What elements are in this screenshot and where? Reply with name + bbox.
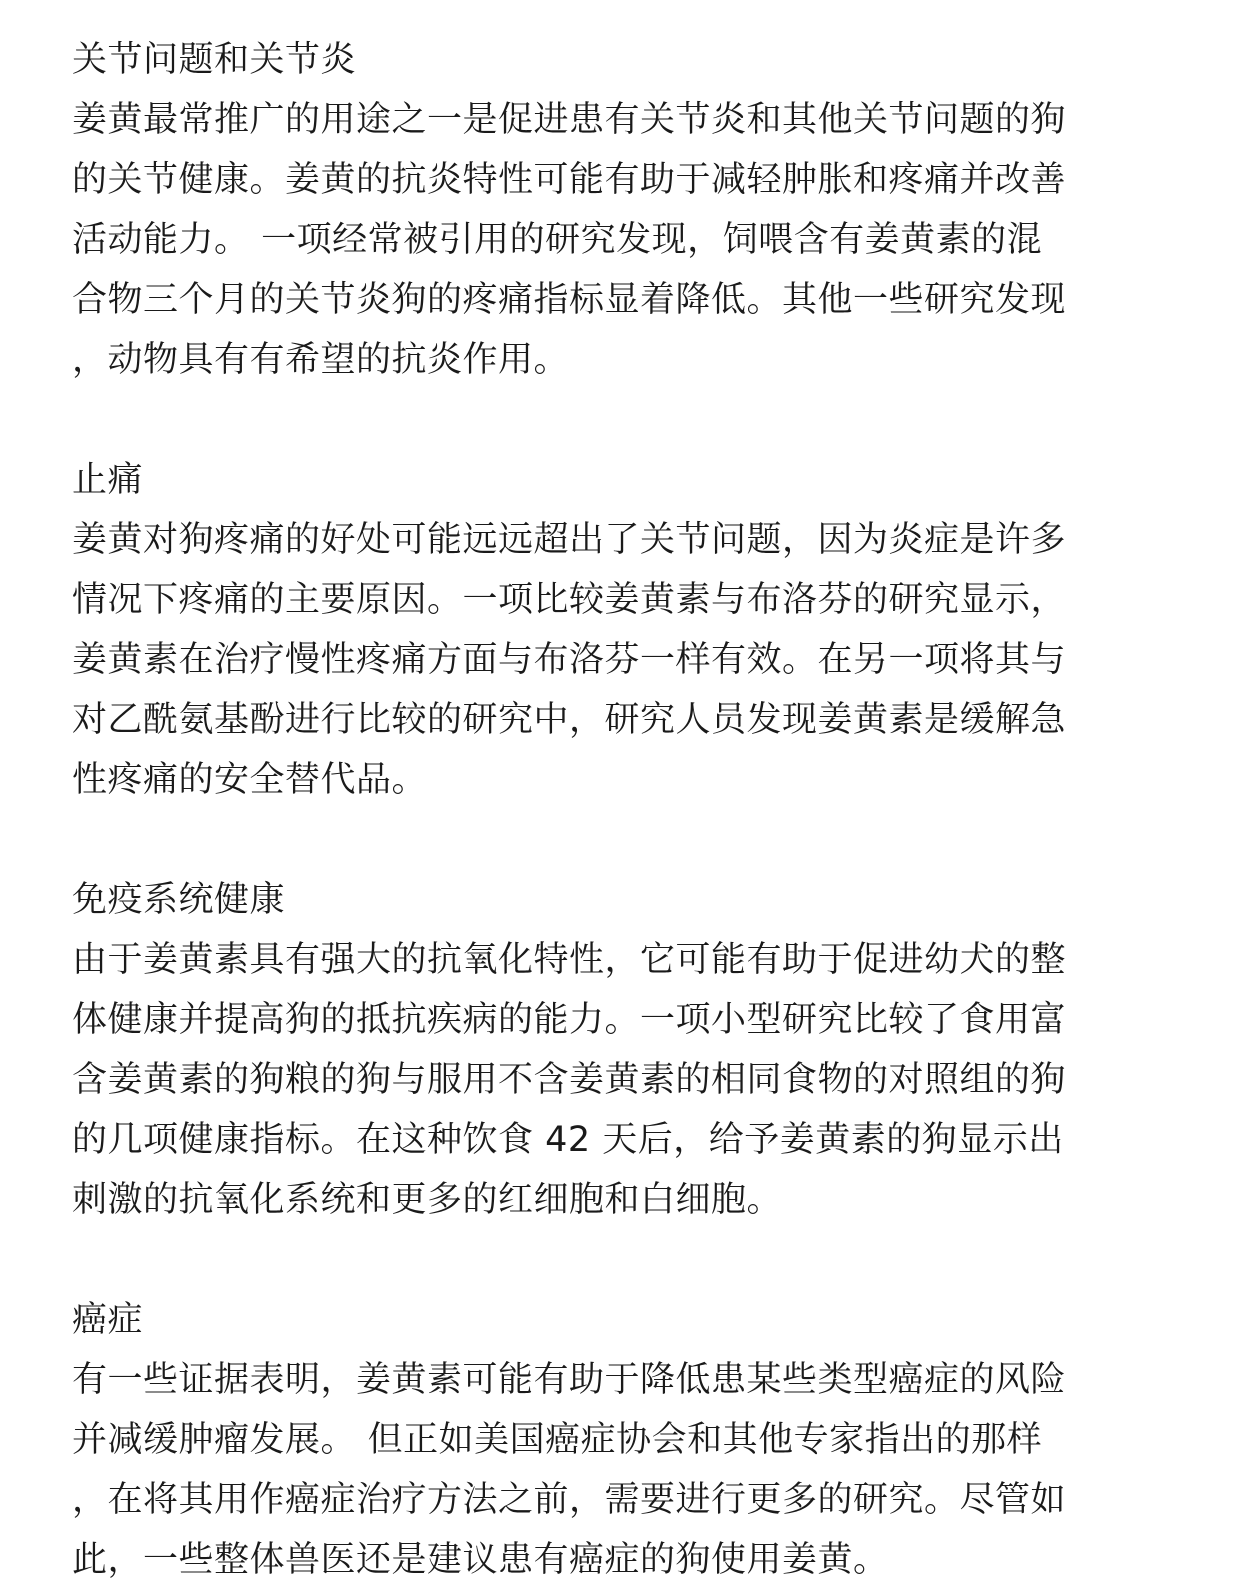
text-line: 含姜黄素的狗粮的狗与服用不含姜黄素的相同食物的对照组的狗 <box>72 1060 1067 1100</box>
text-line: 刺激的抗氧化系统和更多的红细胞和白细胞。 <box>72 1180 783 1220</box>
section-heading: 止痛 <box>72 460 144 500</box>
text-line: 对乙酰氨基酚进行比较的研究中，研究人员发现姜黄素是缓解急 <box>72 700 1067 740</box>
section-heading: 癌症 <box>72 1300 144 1340</box>
text-line: 合物三个月的关节炎狗的疼痛指标显着降低。其他一些研究发现 <box>72 280 1067 320</box>
section-cancer <box>72 1290 1172 1590</box>
text-line: 活动能力。 一项经常被引用的研究发现，饲喂含有姜黄素的混 <box>72 220 1043 260</box>
text-line: ，在将其用作癌症治疗方法之前，需要进行更多的研究。尽管如 <box>72 1480 1067 1520</box>
section-paragraph <box>72 930 1172 1230</box>
text-line: 此，一些整体兽医还是建议患有癌症的狗使用姜黄。 <box>72 1540 889 1580</box>
section-paragraph <box>72 1350 1172 1590</box>
text-line: 有一些证据表明，姜黄素可能有助于降低患某些类型癌症的风险 <box>72 1360 1067 1400</box>
text-line: 情况下疼痛的主要原因。一项比较姜黄素与布洛芬的研究显示， <box>72 580 1067 620</box>
section-heading: 免疫系统健康 <box>72 880 286 920</box>
document-body <box>72 30 1172 1590</box>
text-line: ，动物具有有希望的抗炎作用。 <box>72 340 570 380</box>
text-line: 姜黄最常推广的用途之一是促进患有关节炎和其他关节问题的狗 <box>72 100 1067 140</box>
section-pain-relief <box>72 450 1172 810</box>
text-line: 性疼痛的安全替代品。 <box>72 760 428 800</box>
text-line: 的关节健康。姜黄的抗炎特性可能有助于减轻肿胀和疼痛并改善 <box>72 160 1067 200</box>
text-line: 姜黄素在治疗慢性疼痛方面与布洛芬一样有效。在另一项将其与 <box>72 640 1067 680</box>
text-line: 并减缓肿瘤发展。 但正如美国癌症协会和其他专家指出的那样 <box>72 1420 1043 1460</box>
section-heading: 关节问题和关节炎 <box>72 40 357 80</box>
text-line: 姜黄对狗疼痛的好处可能远远超出了关节问题，因为炎症是许多 <box>72 520 1067 560</box>
section-paragraph <box>72 510 1172 810</box>
text-line: 体健康并提高狗的抵抗疾病的能力。一项小型研究比较了食用富 <box>72 1000 1067 1040</box>
text-line: 的几项健康指标。在这种饮食 42 天后，给予姜黄素的狗显示出 <box>72 1120 1064 1160</box>
section-paragraph <box>72 90 1172 390</box>
section-joint-problems <box>72 30 1172 390</box>
section-immune-health <box>72 870 1172 1230</box>
text-line: 由于姜黄素具有强大的抗氧化特性，它可能有助于促进幼犬的整 <box>72 940 1067 980</box>
